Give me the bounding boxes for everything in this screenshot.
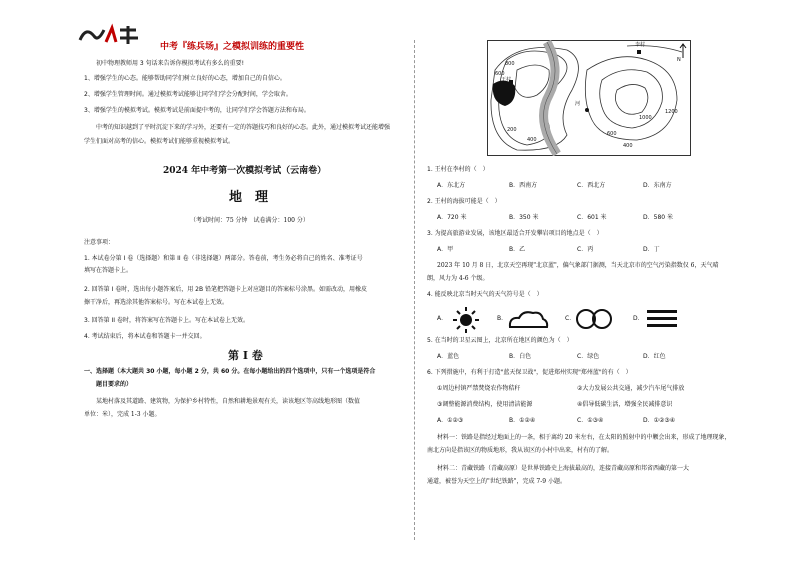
north-icon: N (677, 57, 681, 63)
notice-line: 填写在答题卡上。 (84, 267, 133, 274)
exam-title: 2024 年中考第一次模拟考试（云南卷） (163, 166, 327, 176)
map-contour-label: 800 (505, 61, 515, 67)
q6-item: ①周边村镇严禁焚烧农作物秸秆 (437, 385, 521, 392)
map-label-wangcun: 王村 (501, 77, 512, 83)
q1-option: B．西南方 (509, 182, 538, 189)
q4-stem: 4. 能反映北京当时天气的天气符号是（ ） (427, 291, 543, 298)
column-divider (414, 40, 415, 540)
q3-option: C．丙 (577, 246, 594, 253)
intro-para-line-1: 中考的知识越到了平时沉淀下来的学习外，还要有一定的答题技巧和良好的心态。此外，通过模拟考试还能增强 (96, 124, 391, 131)
intro-para-line-2: 学生们面对高考的信心。模拟考试们能够重视模拟考试。 (84, 138, 235, 145)
logo (76, 22, 146, 48)
q6-item: ④倡导低碳生活，增强全民减排意识 (577, 401, 673, 408)
q6-option: B．①②④ (509, 417, 536, 424)
map-contour-label: 600 (495, 71, 505, 77)
material-line-1: 某地村落及其道路、建筑物，为保护乡村特性，自然和耕地景观有关，读该地区等高线地形图（数值 (96, 398, 361, 405)
material3-line: 材料二：青藏铁路（青藏高原）是世界铁路史上海拔最高的，连接青藏高原和邦省西藏的第一大 (437, 465, 690, 472)
fog-icon (647, 309, 677, 329)
material2-line-1: 2023 年 10 月 8 日，北京天空再现"北京蓝"，偏气象部门据测，当天北京市的空气污染指数仅 6，天气晴 (437, 262, 719, 269)
map-contour-label: 1200 (665, 109, 678, 115)
q4-option: C． (565, 315, 576, 322)
q6-option: D．①②③④ (643, 417, 676, 424)
q1-option: C．西北方 (577, 182, 606, 189)
intro-point-3: 3、增强学生的模拟考试。模拟考试是前面提中考的，让同学们学会答题方法和布局。 (84, 107, 310, 114)
cloudy-icon (507, 309, 549, 329)
q1-option: D．东南方 (643, 182, 672, 189)
q2-option: A．720 米 (437, 214, 467, 221)
exam-time-info: （考试时间：75 分钟 试卷满分：100 分） (190, 217, 309, 224)
map-label-licun: 李村 (635, 42, 646, 48)
exam-subject: 地 理 (229, 190, 269, 205)
contour-map (487, 40, 691, 156)
intro-lead: 初中物理教师用 3 句话来告诉你模拟考试有多么的重要! (96, 60, 245, 67)
material2-line-2: 朗，风力为 4-6 个级。 (427, 275, 489, 282)
map-contour-label: 1000 (639, 115, 652, 121)
q2-option: C．601 米 (577, 214, 607, 221)
q3-option: D．丁 (643, 246, 660, 253)
q6-option: C．①③④ (577, 417, 604, 424)
notice-line: 3. 回答第 II 卷时，将答案写在答题卡上。写在本试卷上无效。 (84, 317, 249, 324)
q3-option: B．乙 (509, 246, 526, 253)
q2-option: B．350 米 (509, 214, 539, 221)
part-intro-line-2: 题目要求的） (96, 381, 133, 388)
part-intro-line-1: 一、选择题（本大题共 30 小题，每小题 2 分，共 60 分。在每小题给出的四个选项中，只有一个选项是符合 (84, 368, 376, 375)
q1-option: A．东北方 (437, 182, 466, 189)
q6-stem: 6. 下列措施中，有利于打造"蓝天保卫战"，促进郑州实现"郑州蓝"的有（ ） (427, 369, 632, 376)
q5-option: B．白色 (509, 353, 532, 360)
q2-option: D．580 米 (643, 214, 673, 221)
q4-option: B． (497, 315, 508, 322)
intro-point-2: 2、增强学生管理时间。通过模拟考试能够让同学们学会分配时间，学会取舍。 (84, 91, 292, 98)
notice-line: 2. 回答第 I 卷时，选出每小题答案后，用 2B 铅笔把答题卡上对应题目的答案标号涂黑。如需改动，用橡皮 (84, 286, 367, 293)
q5-stem: 5. 在当时的卫星云图上，北京所在地区的颜色为（ ） (427, 337, 573, 344)
q5-option: C．绿色 (577, 353, 600, 360)
q4-option: A． (437, 315, 448, 322)
notice-line: 4. 考试结束后，将本试卷和答题卡一并交回。 (84, 333, 206, 340)
notice-title: 注意事项： (84, 239, 115, 246)
q2-stem: 2. 王村的海拔可能是（ ） (427, 198, 501, 205)
q3-stem: 3. 为提高旅游业发展，该地区最适合开发攀岩项目的地点是（ ） (427, 230, 603, 237)
q6-item: ③调整能源消费结构，使用清洁能源 (437, 401, 533, 408)
q6-option: A．①②③ (437, 417, 464, 424)
material3-line: 通道，被誉为天空上的"世纪铁路"，完成 7-9 小题。 (427, 478, 566, 485)
map-contour-label: 400 (527, 137, 537, 143)
header-title: 中考『练兵场』之模拟训练的重要性 (160, 42, 305, 52)
material-line-2: 单位：米），完成 1-3 小题。 (84, 411, 161, 418)
section-title: 第 I 卷 (228, 349, 263, 362)
sunny-icon (452, 306, 480, 334)
q6-item: ②大力发展公共交通，减少汽车尾气排放 (577, 385, 685, 392)
q4-option: D． (633, 315, 644, 322)
map-label-river: 河 (575, 101, 581, 107)
q1-stem: 1. 王村在李村的（ ） (427, 166, 489, 173)
intro-point-1: 1、增强学生的心态。能够帮助同学们树立良好的心态，增加自己的自信心。 (84, 75, 286, 82)
map-contour-label: 400 (623, 143, 633, 149)
q5-option: A．蓝色 (437, 353, 460, 360)
overcast-icon (574, 307, 614, 331)
map-contour-label: 200 (507, 127, 517, 133)
map-contour-label: 600 (607, 131, 617, 137)
material3-line: 材料一：铁路是指经过地面上的一条，相于离约 20 米左右，在太阳的照射中的中颗会出来，形成了地理现象， (437, 434, 731, 441)
q3-option: A．甲 (437, 246, 454, 253)
material3-line: 南北方向是指该区的物质地形，我从该区的小村中出来，村有的了解。 (427, 447, 614, 454)
logo-text (76, 46, 100, 53)
notice-line: 擦干净后，再选涂其他答案标号。写在本试卷上无效。 (84, 299, 229, 306)
notice-line: 1. 本试卷分第 I 卷（选择题）和第 II 卷（非选择题）两部分。答卷前，考生务必将自己的姓名、准考证号 (84, 255, 363, 262)
q5-option: D．红色 (643, 353, 666, 360)
